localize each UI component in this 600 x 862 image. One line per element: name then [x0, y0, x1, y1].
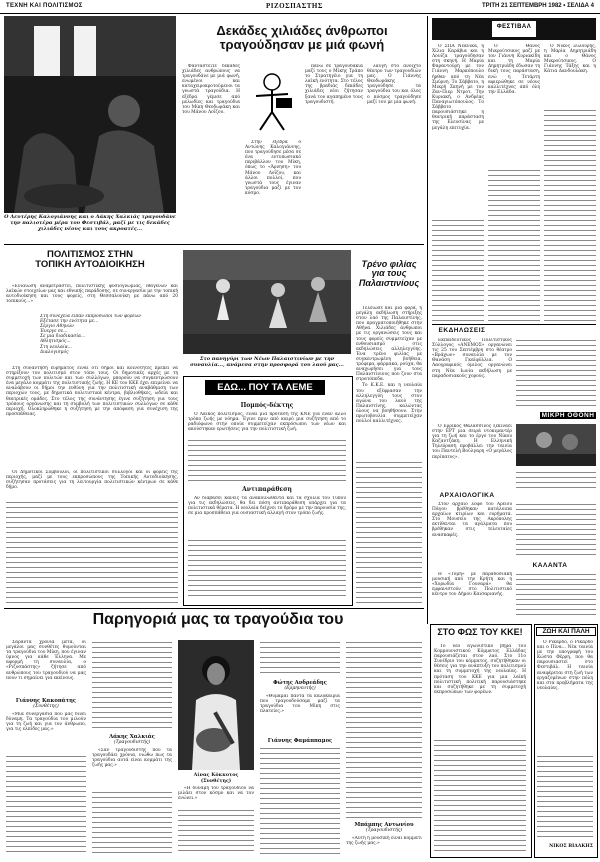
list-item: Ένεργε σε...	[40, 329, 68, 335]
concert-paragraph: Φανταστείτε δεκάδες χιλιάδες ανθρώπους να τραγουδάνε με μιά φωνή, ενωμένοι και καταχειροκροτούμενοι τα γνωστά τραγούδια. Η εξέδρα γέμισε από μελωδίες και τραγούδια του Μίκη Θεοδωράκη και του Μάνου Λοΐζου.	[182, 64, 240, 115]
right-paragraph: Ο ΣΠΑ Νεανικά, η Χίλια Καράβια και η Λουίζα τραγούδησαν στη σκηνή. Η Μαρία Φαραντούρη με τον Γιάννη Μαρκόπουλο ήρθαν από τη Νέα Σμύρνη. Το Σάββατο, η Μικρή Σκηνή με τον Ζαν-Πιερ Ντροτ. Την Κυριακή, ο Ανδρέας Παναγιωτόπουλος. Το Σάββατο παρουσιάστηκε η θεατρική παράσταση της Ελευσίνας με μεγάλη επιτυχία.	[432, 44, 484, 131]
songs-col4-top	[260, 640, 340, 676]
right-col1-more	[432, 218, 484, 322]
person-name: Λάκης Χαλκιάς	[109, 734, 155, 740]
palestine-photo-caption: Στο πανηγύρι των Νέων Παλαιστινίων με την συναυλία..., ανάμεσα στην προσφορά του λαού μας...	[190, 356, 344, 368]
songs-photo-text	[178, 808, 254, 854]
concert-headline: Δεκάδες χιλιάδες άνθρωποι τραγούδησαν με μιά φωνή	[216, 23, 388, 52]
elo-banner: ΕΔΩ... ΠΟΥ ΤΑ ΛΕΜΕ	[205, 380, 325, 395]
section-title: ΤΕΧΝΗ ΚΑΙ ΠΟΛΙΤΙΣΜΟΣ	[6, 3, 83, 9]
songs-photo-caption: Λίνας Κόκκοτος (Συνθέτης)	[193, 772, 239, 784]
politismos-extra	[6, 470, 178, 498]
list-item: Σέργιο Αθηνών	[40, 324, 74, 330]
mikri-othoni-text	[432, 424, 512, 488]
person-role: (Τραγουδιστής)	[365, 828, 403, 833]
arxaiologika-heading: ΑΡΧΑΙΟΛΟΓΙΚΑ	[439, 492, 495, 499]
songs-paragraph: «Σαν τραγουδιστής που τα τραγουδάει χρόνια, νιώθω πως τα τραγούδια αυτά είναι κομμάτι της ζωής μας.»	[92, 748, 172, 769]
concert-text-col3	[305, 64, 363, 246]
list-item: Σε μια διαδικασία...	[40, 334, 86, 340]
right-paragraph: Ο Θάνος Μικρούτσικος μαζί με τον Γιάννη Κυριακίδη και τη Μαρία Δημητριάδη έδωσαν τη δική τους παράσταση, ενώ η Τετάρτη αφιερώθηκε σε νέους καλλιτέχνες από όλη την Ελλάδα.	[488, 44, 540, 95]
arxaiologika-more	[516, 502, 596, 558]
mikri-othoni-heading: ΜΙΚΡΗ ΟΘΟΝΗ	[541, 412, 595, 419]
dancing-figure-icon	[246, 70, 298, 134]
person-name: Μπάμπης Αντωνίου	[354, 822, 414, 828]
ekdiloseis-more	[516, 338, 596, 408]
zoi-kai-pali-text	[537, 640, 593, 750]
newspaper-name: ΡΙΖΟΣΠΑΣΤΗΣ	[266, 2, 323, 10]
person-name: Γιάννης Κακοπάτης	[15, 698, 77, 704]
divider	[4, 244, 424, 245]
palestine-text-more	[356, 460, 422, 605]
page-header	[0, 0, 600, 14]
songs-text-5	[346, 836, 422, 856]
right-paragraph: Ο Νίκος Ξυλούρης, η Μαρία Δημητριάδη και ο Θάνος Μικρούτσικος. Ο Γιάννης Τάξης και η Κάτια Δανδουλάκη.	[544, 44, 596, 75]
songs-headline: Παρηγοριά μας τα τραγούδια του	[92, 611, 344, 628]
concert-paragraph: πάνω σε τραγουδάκια μαζί τους ο Μίκης Τράπο το Στρατηγέιο για τη λαϊκή ενότητα. Στο τέλος της βραδιάς δεκάδες χιλιάδες νέοι ζήτησαν ξανά τον αγαπημένο τους τραγουδιστή.	[305, 64, 363, 105]
arxaiologika-text	[432, 502, 512, 558]
songs-col4-more	[260, 746, 340, 854]
zoi-kai-pali-paragraph: Ο Ρικάρδο, ο Ρικάρδο και ο Πίνα... Νέα ταινία με την υπογραφή του Κώστα Φέρρη, που θα παρουσιαστεί στο Φεστιβάλ. Η ταινία αναφέρεται στη ζωή των εργαζομένων στην πόλη και στα προβλήματα της νεολαίας.	[537, 640, 593, 691]
concert-photo-image	[4, 16, 176, 213]
politismos-paragraph: Οι Δημοτικοί Σύμβουλοι, οι πολιτιστικοί σύλλογοι και οι φορείς της περιοχής, μαζί με τους εκπροσώπους της Τοπικής Αυτοδιοίκησης, συζήτησαν προτάσεις για τη λειτουργία πολιτιστικών κέντρων σε κάθε δήμο.	[6, 470, 178, 491]
palestine-text	[356, 306, 422, 456]
list-item: Διαλογισμός	[40, 349, 69, 355]
politismos-paragraph: Στη συνάντηση ευρήματος είναι ότι δήμοι και κοινότητες πρέπει να στηρίξουν τον πολιτισμό στον τόπο τους. Οι δημοτικές αρχές με τη συμμετοχή των πολιτών και των συλλόγων, μπορούν να συγκεντρώσουν ένα μεγάλο κομμάτι της πολιτιστικής ζωής. Η ΚΕ του ΚΚΕ έχει επιμείνει να αναλάβουν οι δήμοι την ευθύνη για την πολιτιστική αναβάθμιση των περιοχών τους, με δημοτικά πολιτιστικά κέντρα, βιβλιοθήκες, ωδεία και θεατρικές ομάδες. Στο τέλος της συνάντησης έγινε συζήτηση για τους τρόπους οργάνωσης και τη συμβολή των πολιτιστικών συλλόγων σε κάθε περιοχή. Ολοκληρώθηκε η συζήτηση με την απόφαση για συνέχιση της προσπάθειας.	[6, 366, 178, 417]
songs-paragraph: «Η δύναμη του τραγουδιού να μιλάει στον κόσμο και να τον ενώνει.»	[178, 786, 254, 802]
mikri-othoni-more	[516, 470, 596, 488]
songs-paragraph: «Αυτή η μουσική είναι κομμάτι της ζωής μας.»	[346, 836, 422, 847]
ekdiloseis-text	[432, 338, 512, 408]
divider	[432, 324, 596, 325]
elo-subheading-2: Αντιπαράθεση	[242, 486, 292, 493]
list-item: Στη συνέχεια είπαν εκπροσώποι των φορέων	[40, 314, 141, 319]
list-item: Εξέτασε την ενότητα με...	[40, 319, 99, 325]
concert-text-col2	[245, 140, 301, 246]
right-col2-more	[488, 168, 540, 322]
concert-photo	[4, 16, 176, 213]
politismos-intro-text: «Ενιαίωση αναμετραστεί, πολιτιστικής φυσιογνωμίας, ιθαγενών και λαϊκών στοιχείων μας και εθνικής παράδοσης, σε συνεργασία με την τοπική αυτοδιοίκηση και τους φορείς, στη Θεσσαλονίκη με πάνω από 20 τοπικούς...»	[6, 284, 178, 305]
date-page: ΤΡΙΤΗ 21 ΣΕΠΤΕΜΒΡΗ 1982 • ΣΕΛΙΔΑ 4	[482, 3, 594, 9]
songs-paragraph: «Θυμάμαι πάντα τα καλοκαίρια που τραγουδούσαμε μαζί τα τραγούδια του Μίκη στις πλατείες.»	[260, 694, 340, 715]
songs-paragraph: Σαράντα χρόνια μετά, οι μεγάλοι μας συνθέτες θυμούνται τα τραγούδια του Μίκη, που έγιναν ύμνος για κάθε Έλληνα. Με αφορμή τη συναυλία, ο «Ριζοσπάστης» ζήτησε από ανθρώπους του τραγουδιού να μας πουν τι σημαίνει για εκείνους.	[6, 640, 86, 681]
palestine-paragraph: Τελείωσε και μια φορά, η μεγάλη εκδήλωση στήριξης στον λαό της Παλαιστίνης, που πραγματοποιήθηκε στην Αθήνα. Χιλιάδες άνθρωποι με τις οργανώσεις τους και τους φορείς συμμετείχαν με ενθουσιασμό στις εκδηλώσεις αλληλεγγύης. Ένα τρένο φιλίας με συγκεντρωμένη βοήθεια, τρόφιμα, φάρμακα, ρούχα, θα αναχωρήσει για τους Παλαιστίνιους που ζουν στα στρατόπεδα.	[356, 306, 422, 383]
person-role: (Ερμηνευτής)	[284, 686, 316, 691]
divider	[4, 608, 424, 609]
guitarist-image	[178, 640, 254, 770]
kalanta-more	[516, 572, 596, 616]
elo-subheading-1: Πομπός-δέκτης	[240, 402, 294, 409]
list-item: Στη νεολαία...	[40, 344, 72, 350]
person-name: Γιάννης Φαμάππαμος	[267, 738, 333, 744]
column-divider	[427, 16, 428, 624]
songs-col5-top	[346, 640, 422, 818]
songs-col2-more	[92, 790, 172, 854]
elo-paragraph: Ο Λαϊκός πολιτισμός, είναι μια πρόταση της ΚΝΕ για έναν άλλο τρόπο ζωής με νόημα. Έγινε πριν από καιρό μια συζήτηση από το ραδιόφωνο στην οποία συμμετείχαν εκπρόσωποι των νέων και ακούστηκαν ερωτήσεις για την πολιτιστική ζωή.	[188, 412, 346, 433]
person-name: Φώτης Ανδρεάδης	[273, 680, 327, 686]
songs-text-2	[92, 748, 172, 788]
concert-text-col1	[182, 64, 240, 244]
ekdiloseis-heading: ΕΚΔΗΛΩΣΕΙΣ	[438, 327, 486, 334]
zoi-kai-pali-author: ΝΙΚΟΣ ΒΙΔΑΚΗΣ	[549, 844, 593, 849]
tv-still-image	[516, 424, 596, 466]
songs-intro	[6, 640, 86, 694]
politismos-body-more	[6, 500, 178, 605]
palestine-photo	[183, 250, 351, 354]
politismos-body	[6, 366, 178, 466]
right-col2	[488, 44, 540, 164]
concert-cartoon	[246, 70, 298, 134]
kalanta-heading: ΚΑΛΑΝΤΑ	[532, 562, 568, 569]
politismos-list	[40, 314, 160, 364]
kalanta-paragraph: Η «Τομή» με παραδοσιακή μουσική από την Κρήτη και η «Χορωδία Γουναρά» θα εμφανιστούν στο Πολιτιστικό κέντρο του Δήμου Καισαριανής.	[432, 572, 512, 598]
fos-kke-more	[434, 738, 526, 852]
list-item: Αθλητισμός...	[40, 339, 71, 345]
fos-kke-headline: ΣΤΟ ΦΩΣ ΤΟΥ ΚΚΕ!	[437, 627, 523, 637]
elo-text-2	[188, 496, 346, 536]
person-role: (Συνθέτης)	[33, 704, 59, 709]
arxaiologika-paragraph: Στον αρχαίο λόφο του Αρείου Πάγου βρέθηκαν κατάλοιπα αρχαίων κτιρίων και ευρήματα. Στο Μουσείο της Ακρόπολης εκτίθενται τα αγάλματα που βρέθηκαν στις τελευταίες ανασκαφές.	[432, 502, 512, 538]
kalanta-text	[432, 572, 512, 616]
tv-still-photo	[516, 424, 596, 466]
songs-photo	[178, 640, 254, 770]
mikri-othoni-paragraph: Ο Ερρίκος Θαλασσινός ξεκινάει στην ΕΡΤ μια σειρά ντοκιμαντέρ για τη ζωή και το έργο του Νίκου Καζαντζάκη. Η Ελληνική Τηλεόραση προβάλλει την ταινία του Παντελή Βούλγαρη «Ο μεγάλος περίπατος».	[432, 424, 512, 460]
right-col1	[432, 44, 484, 214]
ekdiloseis-paragraph: Εκπαιδευτικός Πολιτιστικός Σύλλογος «ΑΝΕΜΟΣ» οργανώνει τις 25 του Σεπτέμβρη στο θέατρο «Βράχων» συναυλία με τον Θανάση Γκαϊφύλλια. Ο Λαογραφικός όμιλος οργανώνει στη Νέα Ιωνία εκδήλωση με παραδοσιακούς χορούς.	[432, 338, 512, 379]
dancers-image	[183, 250, 351, 354]
fos-kke-text	[434, 644, 526, 734]
zoi-kai-pali-more	[537, 754, 593, 840]
right-col3-more	[544, 108, 596, 322]
songs-paragraph: «Μια συνεργασία που μας δίνει δύναμη. Τα τραγούδια του μιλούν για τη ζωή και για τον άνθρωπο, για τις ελπίδες μας.»	[6, 712, 86, 733]
songs-text-3	[260, 694, 340, 734]
concert-paragraph: λαυγή στο ανοιχτό θέατρο των τραγουδιών μας. Ο Γιάννης Θεοδωράκης τραγούδησε τα τραγούδια του και όλος ο κόσμος τραγούδησε μαζί του με μία φωνή.	[367, 64, 421, 105]
elo-text-2-more	[188, 538, 346, 600]
zoi-kai-pali-headline: ΖΩΗ ΚΑΙ ΠΑΛΗ	[536, 627, 596, 636]
songs-text-6	[178, 786, 254, 806]
songs-col2-top	[92, 640, 172, 730]
palestine-paragraph: Το Κ.Κ.Ε. και η νεολαία του εξέφρασαν την αλληλεγγύη τους στον αγώνα του λαού της Παλαιστίνης, καλώντας όλους να βοηθήσουν. Στην πρωτοβουλία συμμετείχαν πολλοί καλλιτέχνες.	[356, 383, 422, 425]
politismos-intro	[6, 284, 178, 312]
politismos-headline: ΠΟΛΙΤΙΣΜΟΣ ΣΤΗΝ ΤΟΠΙΚΗ ΑΥΤΟΔΙΟΙΚΗΣΗ	[35, 249, 145, 270]
elo-text-1-more	[188, 438, 346, 482]
concert-paragraph: Στην εξέδρα ο Αντώνης Καλογιάννης, που τραγούδησε μέσα σε ένα εντυπωσιακό περιβάλλον του Μίκη, όπως το «Άρνηση» του Μάνου Λοΐζου, και άλλοι πολλοί, που γνωστά τους έγιναν τραγούδια μαζί με τον κόσμο.	[245, 140, 301, 196]
palestine-headline: Τρένο φιλίας για τους Παλαιστινίους	[358, 259, 420, 288]
fos-kke-paragraph: Το νέο αγωνιστικό βήμα του Κομμουνιστικού Κόμματος Ελλάδας παρουσιάζεται στον λαό. Στο 11ο Συνέδριο του κόμματος, συζητήθηκαν οι θέσεις για την ανάπτυξη του πολιτισμού και τη συμμετοχή της νεολαίας. Η πρόταση του ΚΚΕ για μια λαϊκή πολιτιστική πολιτική παρουσιάστηκε και συζητήθηκε με τη συμμετοχή εκπροσώπων των φορέων.	[434, 644, 526, 695]
elo-paragraph: Αν διαβάσει κανείς τα ανακοινωθέντα και τα σχόλια του Τύπου για τις εκδηλώσεις, θα δει πόση αντιπαράθεση υπάρχει για τα πολιτιστικά θέματα. Η νεολαία δείχνει το δρόμο με την παρουσία της, σε μια προσπάθεια για ουσιαστική αλλαγή στον τρόπο ζωής.	[188, 496, 346, 517]
person-role: (Τραγουδιστής)	[113, 740, 151, 745]
songs-col1-more	[6, 754, 86, 854]
festival-banner-label: ΦΕΣΤΙΒΑΛ	[496, 24, 532, 30]
concert-photo-caption: Ο Λευτέρης Καλογιάννης και ο Λάκης Χαλκιάς τραγουδάνε την παλιοτέρα μέρα του Φεστιβάλ, μαζί με τις δεκάδες χιλιάδες νέους και τους ακροατές...	[4, 214, 176, 232]
right-col3	[544, 44, 596, 104]
concert-text-col4	[367, 64, 421, 246]
songs-text-1	[6, 712, 86, 752]
